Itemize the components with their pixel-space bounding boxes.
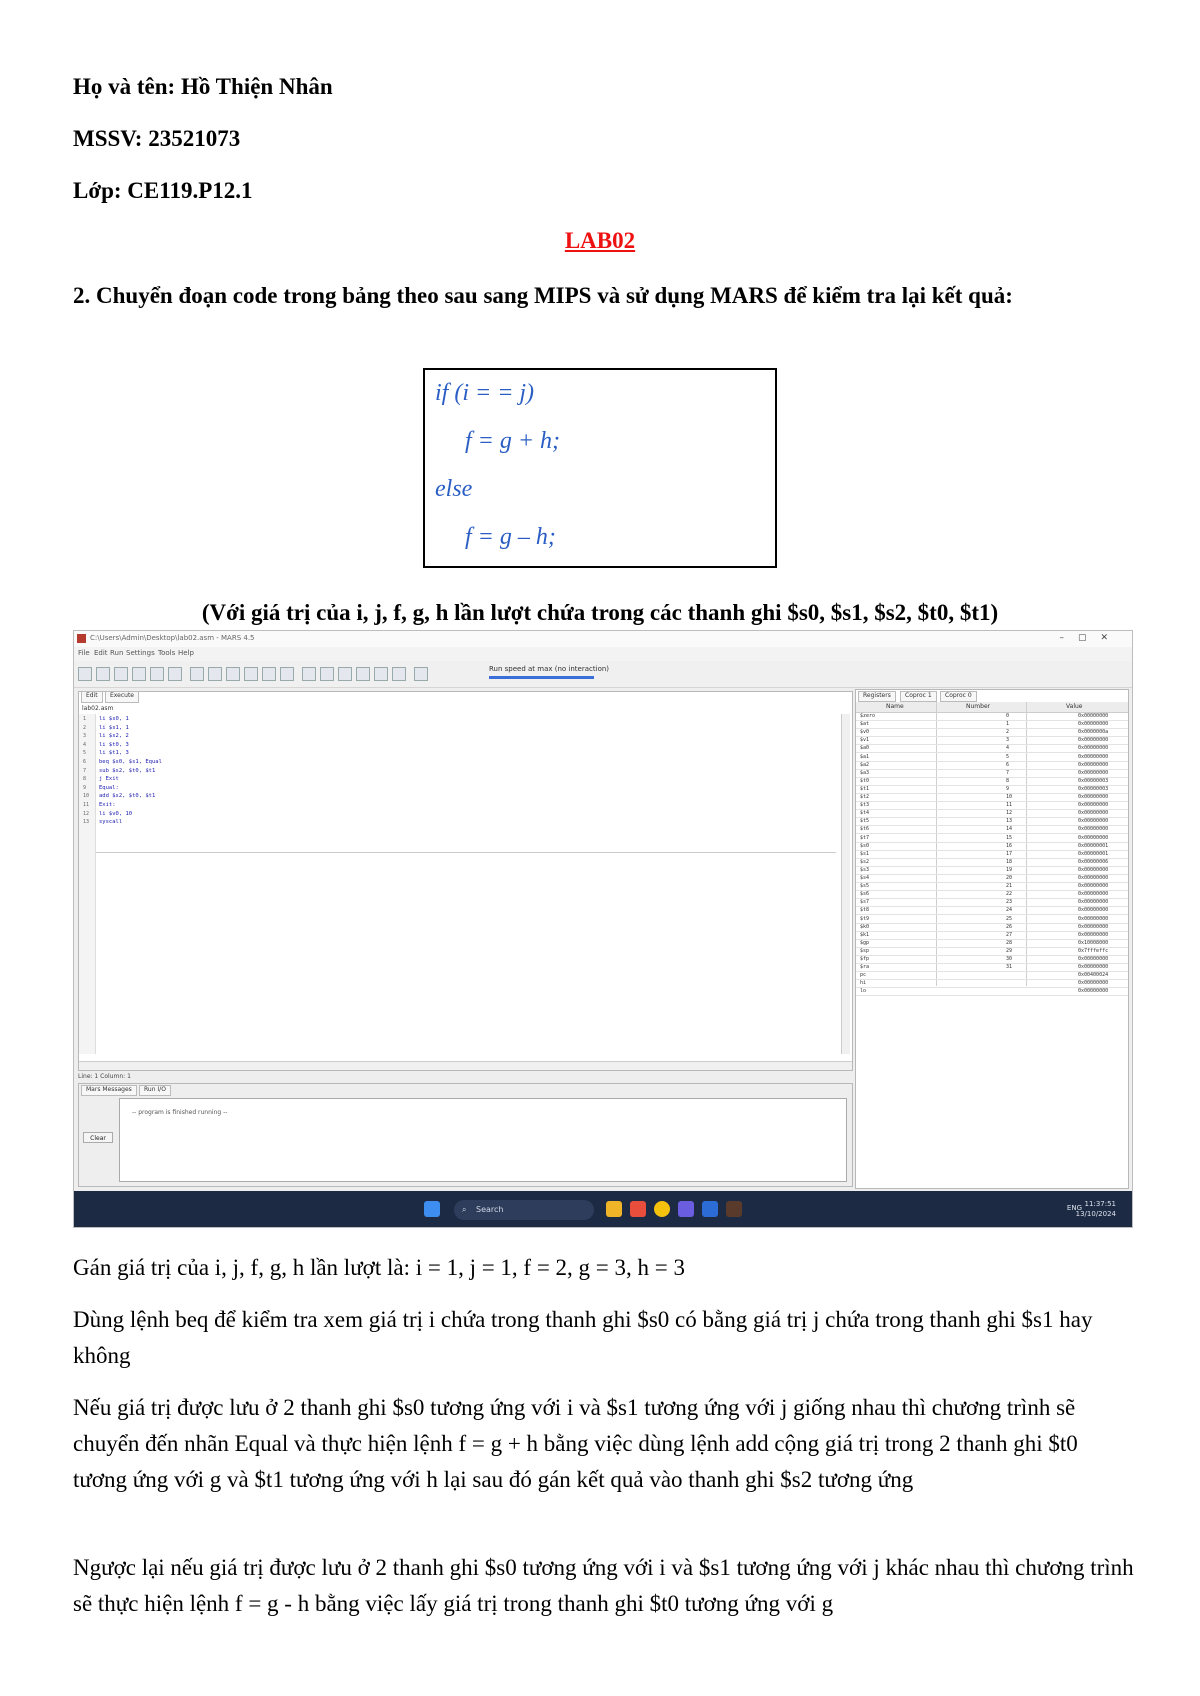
run-speed-label: Run speed at max (no interaction) <box>489 665 610 673</box>
register-row <box>856 907 1128 915</box>
register-number: 18 <box>1006 858 1013 865</box>
register-number: 11 <box>1006 802 1013 809</box>
col-value: Value <box>1066 703 1083 710</box>
windows-taskbar <box>74 1191 1132 1228</box>
window-title: C:\Users\Admin\Desktop\lab02.asm - MARS 4.5 <box>90 634 255 642</box>
register-value: 0x00000000 <box>1078 737 1109 744</box>
code-line: li $s1, 1 <box>99 724 129 731</box>
message-output <box>119 1098 847 1182</box>
register-number: 21 <box>1006 883 1013 890</box>
taskbar-clock[interactable] <box>1076 1199 1116 1219</box>
register-row <box>856 924 1128 932</box>
register-name: $t6 <box>860 826 870 833</box>
register-row <box>856 778 1128 786</box>
register-number: 29 <box>1006 947 1013 954</box>
register-name: $t4 <box>860 810 870 817</box>
message-text: -- program is finished running -- <box>132 1109 228 1116</box>
reset-icon[interactable] <box>392 667 406 681</box>
code-line: beq $s0, $s1, Equal <box>99 759 162 765</box>
register-name: $t0 <box>860 777 870 784</box>
register-name: $fp <box>860 956 870 962</box>
register-name: $k1 <box>860 931 870 938</box>
line-number: 2 <box>83 724 87 731</box>
register-value: 0x00000000 <box>1078 753 1109 760</box>
code-line: j Exit <box>99 776 119 783</box>
tab-edit[interactable]: Edit <box>81 691 103 703</box>
register-number: 4 <box>1006 745 1010 752</box>
register-name: $t3 <box>860 802 870 809</box>
paragraph-assign: Gán giá trị của i, j, f, g, h lần lượt là: i = 1, j = 1, f = 2, g = 3, h = 3 <box>73 1255 686 1280</box>
menu-settings[interactable]: Settings <box>126 649 155 657</box>
register-row <box>856 988 1128 996</box>
register-name: $a1 <box>860 753 870 760</box>
register-name: lo <box>860 988 867 995</box>
register-table-header <box>856 702 1128 713</box>
step-icon[interactable] <box>320 667 334 681</box>
register-name: $v1 <box>860 737 870 744</box>
register-row <box>856 932 1128 940</box>
register-name: $s1 <box>860 850 870 857</box>
register-value: 0x00000000 <box>1078 923 1109 930</box>
code-line-add: f = g + h; <box>465 428 561 454</box>
register-value: 0x00000001 <box>1078 850 1109 857</box>
register-number: 8 <box>1006 777 1010 784</box>
register-row <box>856 883 1128 891</box>
save-all-icon[interactable] <box>132 667 146 681</box>
editor-vertical-scrollbar[interactable] <box>841 714 850 1054</box>
register-name: $a3 <box>860 769 870 776</box>
taskbar-search-input[interactable] <box>454 1200 594 1220</box>
register-number: 25 <box>1006 915 1013 922</box>
register-row <box>856 980 1128 988</box>
register-value: 0x00000003 <box>1078 777 1109 784</box>
assemble-icon[interactable] <box>262 667 276 681</box>
app-icon[interactable] <box>678 1201 694 1217</box>
new-file-icon[interactable] <box>78 667 92 681</box>
register-value: 0x00000000 <box>1078 802 1109 809</box>
register-row <box>856 754 1128 762</box>
menu-run[interactable]: Run <box>110 649 124 657</box>
line-number: 8 <box>83 776 87 783</box>
register-row <box>856 843 1128 851</box>
register-name: hi <box>860 980 867 987</box>
register-number: 28 <box>1006 939 1013 946</box>
code-line: Equal: <box>99 784 119 791</box>
tab-coproc0[interactable]: Coproc 0 <box>940 691 977 702</box>
paste-icon[interactable] <box>226 667 240 681</box>
register-row <box>856 721 1128 729</box>
print-icon[interactable] <box>150 667 164 681</box>
menu-bar <box>74 647 1132 661</box>
register-value: 0x00400024 <box>1078 972 1109 979</box>
register-number: 27 <box>1006 931 1013 938</box>
register-number: 16 <box>1006 842 1013 849</box>
register-name: $t8 <box>860 907 870 914</box>
line-number: 9 <box>83 784 87 791</box>
file-tab[interactable]: lab02.asm <box>82 705 114 712</box>
register-row <box>856 859 1128 867</box>
register-value: 0x00000000 <box>1078 988 1109 995</box>
line-number: 11 <box>83 802 90 808</box>
register-value: 0x00000000 <box>1078 866 1109 873</box>
code-line: syscall <box>99 819 123 826</box>
register-row <box>856 851 1128 859</box>
register-number: 23 <box>1006 899 1013 906</box>
register-value: 0x10008000 <box>1078 939 1109 946</box>
register-row <box>856 786 1128 794</box>
register-value: 0x00000000 <box>1078 883 1109 890</box>
register-value: 0x00000000 <box>1078 713 1109 719</box>
mars-taskbar-icon[interactable] <box>726 1201 742 1217</box>
tab-mars-messages[interactable]: Mars Messages <box>81 1085 137 1096</box>
student-name: Họ và tên: Hồ Thiện Nhân <box>73 74 333 99</box>
register-name: $a2 <box>860 761 870 768</box>
code-line-sub: f = g – h; <box>465 524 556 550</box>
register-name: $sp <box>860 947 870 954</box>
register-value: 0x00000000 <box>1078 769 1109 776</box>
register-value: 0x00000000 <box>1078 875 1109 881</box>
open-file-icon[interactable] <box>96 667 110 681</box>
register-value: 0x00000000 <box>1078 915 1109 922</box>
register-row <box>856 964 1128 972</box>
toolbar <box>74 661 1132 688</box>
code-line: add $s2, $t0, $t1 <box>99 793 156 800</box>
undo-icon[interactable] <box>168 667 182 681</box>
register-row <box>856 745 1128 753</box>
register-value: 0x00000000 <box>1078 810 1109 817</box>
register-name: $at <box>860 721 870 728</box>
register-row <box>856 956 1128 964</box>
register-row <box>856 916 1128 924</box>
register-name: $s2 <box>860 858 870 865</box>
register-value: 0x00000000 <box>1078 980 1109 987</box>
window-controls-icon[interactable]: –▢✕ <box>1059 633 1122 643</box>
paragraph-else: Ngược lại nếu giá trị được lưu ở 2 thanh ghi $s0 tương ứng với i và $s1 tương ứng với j khác nhau thì chương trình sẽ thực hiện lệnh f = g - h bằng việc lấy giá trị trong thanh ghi $t0 tương ứng với g <box>73 1555 1134 1616</box>
register-name: $k0 <box>860 923 870 930</box>
copy-icon[interactable] <box>208 667 222 681</box>
register-value: 0x00000000 <box>1078 891 1109 898</box>
register-caption: (Với giá trị của i, j, f, g, h lần lượt chứa trong các thanh ghi $s0, $s1, $s2, $t0, $t1) <box>201 600 999 625</box>
register-name: $a0 <box>860 745 870 752</box>
stop-icon[interactable] <box>374 667 388 681</box>
mars-app-icon <box>77 634 86 643</box>
register-number: 14 <box>1006 826 1013 833</box>
register-value: 0x00000000 <box>1078 834 1109 841</box>
line-number-gutter <box>79 714 96 1054</box>
register-name: $s7 <box>860 899 870 906</box>
register-number: 30 <box>1006 956 1013 962</box>
register-number: 24 <box>1006 907 1013 914</box>
register-number: 10 <box>1006 794 1013 800</box>
register-value: 0x00000000 <box>1078 956 1109 962</box>
register-row <box>856 810 1128 818</box>
register-row <box>856 948 1128 956</box>
register-number: 5 <box>1006 753 1010 760</box>
line-number: 7 <box>83 767 87 774</box>
register-row <box>856 891 1128 899</box>
register-number: 31 <box>1006 964 1013 971</box>
register-number: 26 <box>1006 923 1013 930</box>
register-number: 19 <box>1006 866 1013 873</box>
register-name: $t5 <box>860 818 870 825</box>
student-class: Lớp: CE119.P12.1 <box>73 178 253 203</box>
search-icon: ⌕ <box>462 1205 467 1214</box>
register-name: $gp <box>860 939 870 946</box>
chrome-icon[interactable] <box>654 1201 670 1217</box>
code-line: li $v0, 10 <box>99 810 133 817</box>
register-value: 0x00000000 <box>1078 818 1109 825</box>
register-number: 2 <box>1006 729 1010 736</box>
register-number: 6 <box>1006 761 1010 768</box>
window-titlebar <box>74 631 1132 648</box>
line-number: 10 <box>83 793 90 800</box>
code-line: li $t0, 3 <box>99 741 129 748</box>
register-value: 0x00000000 <box>1078 826 1109 833</box>
register-value: 0x00000000 <box>1078 907 1109 914</box>
register-row <box>856 899 1128 907</box>
student-id: MSSV: 23521073 <box>73 126 241 151</box>
register-value: 0x00000000 <box>1078 721 1109 728</box>
register-row <box>856 762 1128 770</box>
tab-registers[interactable]: Registers <box>858 691 896 702</box>
register-value: 0x00000000 <box>1078 931 1109 938</box>
register-name: $t1 <box>860 785 870 792</box>
menu-help[interactable]: Help <box>178 649 194 657</box>
register-name: $t9 <box>860 915 870 922</box>
pause-icon[interactable] <box>356 667 370 681</box>
register-value: 0x00000003 <box>1078 785 1109 792</box>
line-number: 6 <box>83 759 87 765</box>
messages-pane <box>78 1083 853 1187</box>
run-icon[interactable] <box>302 667 316 681</box>
register-name: $t7 <box>860 834 870 841</box>
find-icon[interactable] <box>244 667 258 681</box>
menu-tools[interactable]: Tools <box>158 649 176 657</box>
line-number: 13 <box>83 819 90 826</box>
register-value: 0x00000000 <box>1078 964 1109 971</box>
registers-pane <box>855 689 1129 1189</box>
register-name: $ra <box>860 964 870 971</box>
register-row <box>856 835 1128 843</box>
register-row <box>856 867 1128 875</box>
register-value: 0x00000000 <box>1078 794 1109 800</box>
register-value: 0x0000000a <box>1078 729 1109 736</box>
windows-start-icon[interactable] <box>424 1201 440 1217</box>
register-row <box>856 972 1128 980</box>
file-explorer-icon[interactable] <box>606 1201 622 1217</box>
settings-gear-icon[interactable] <box>414 667 428 681</box>
register-name: $s4 <box>860 875 870 881</box>
editor-pane <box>78 691 853 1071</box>
lab-title: LAB02 <box>564 228 636 253</box>
register-row <box>856 875 1128 883</box>
register-number: 13 <box>1006 818 1013 825</box>
register-row <box>856 826 1128 834</box>
register-name: $s6 <box>860 891 870 898</box>
line-number: 5 <box>83 750 87 757</box>
code-line: sub $s2, $t0, $t1 <box>99 767 156 774</box>
register-value: 0x00000000 <box>1078 899 1109 906</box>
code-line: li $s0, 1 <box>99 716 129 722</box>
code-line: li $t1, 3 <box>99 750 129 757</box>
register-value: 0x00000000 <box>1078 745 1109 752</box>
menu-file[interactable]: File <box>78 649 90 657</box>
col-name: Name <box>886 703 904 710</box>
clock-time: 11:37:51 <box>1084 1200 1116 1208</box>
tab-coproc1[interactable]: Coproc 1 <box>900 691 937 702</box>
line-column-indicator: Line: 1 Column: 1 <box>78 1073 131 1080</box>
register-number: 0 <box>1006 713 1010 719</box>
mars-screenshot <box>73 630 1133 1228</box>
register-number: 15 <box>1006 834 1013 841</box>
register-row <box>856 713 1128 721</box>
paragraph-equal: Nếu giá trị được lưu ở 2 thanh ghi $s0 tương ứng với i và $s1 tương ứng với j giống nhau thì chương trình sẽ chuyển đến nhãn Equal và thực hiện lệnh f = g + h bằng việc dùng lệnh add cộng giá trị trong 2 thanh ghi $t0 tương ứng với g và $t1 tương ứng với h lại sau đó gán kết quả vào thanh ghi $s2 tương ứng <box>73 1395 1078 1492</box>
register-number: 9 <box>1006 785 1010 792</box>
word-icon[interactable] <box>702 1201 718 1217</box>
register-row <box>856 940 1128 948</box>
register-name: $v0 <box>860 729 870 736</box>
cut-icon[interactable] <box>190 667 204 681</box>
paragraph-beq: Dùng lệnh beq để kiểm tra xem giá trị i chứa trong thanh ghi $s0 có bằng giá trị j chứa trong thanh ghi $s1 hay không <box>73 1307 1093 1368</box>
code-line-else: else <box>435 476 473 502</box>
register-row <box>856 794 1128 802</box>
line-number: 4 <box>83 741 87 748</box>
register-number: 22 <box>1006 891 1013 898</box>
store-icon[interactable] <box>630 1201 646 1217</box>
register-value: 0x7fffeffc <box>1078 947 1109 954</box>
register-value: 0x00000001 <box>1078 842 1109 849</box>
clear-button[interactable]: Clear <box>83 1132 113 1143</box>
help-icon[interactable] <box>280 667 294 681</box>
register-number: 17 <box>1006 850 1013 857</box>
register-number: 12 <box>1006 810 1013 817</box>
code-line: Exit: <box>99 802 116 808</box>
line-number: 3 <box>83 733 87 740</box>
tab-execute[interactable]: Execute <box>105 691 139 703</box>
register-name: pc <box>860 972 867 979</box>
search-placeholder: Search <box>476 1205 504 1214</box>
cursor-line <box>96 852 836 853</box>
register-value: 0x00000000 <box>1078 761 1109 768</box>
register-row <box>856 729 1128 737</box>
register-name: $s0 <box>860 842 870 849</box>
register-name: $s3 <box>860 866 870 873</box>
clock-date: 13/10/2024 <box>1075 1210 1116 1218</box>
register-number: 3 <box>1006 737 1010 744</box>
register-name: $s5 <box>860 883 870 890</box>
line-number: 12 <box>83 810 90 817</box>
tab-run-io[interactable]: Run I/O <box>139 1085 171 1096</box>
register-number: 20 <box>1006 875 1013 881</box>
code-line: li $s2, 2 <box>99 733 129 740</box>
register-row <box>856 737 1128 745</box>
backstep-icon[interactable] <box>338 667 352 681</box>
run-speed-slider[interactable] <box>489 676 594 679</box>
register-row <box>856 818 1128 826</box>
register-name: $t2 <box>860 794 870 800</box>
language-indicator[interactable]: ENG <box>1066 1204 1082 1212</box>
register-name: $zero <box>860 713 876 719</box>
question-heading: 2. Chuyển đoạn code trong bảng theo sau sang MIPS và sử dụng MARS để kiểm tra lại kết quả: <box>73 283 1013 308</box>
register-row <box>856 802 1128 810</box>
register-value: 0x00000006 <box>1078 858 1109 865</box>
menu-edit[interactable]: Edit <box>94 649 108 657</box>
save-file-icon[interactable] <box>114 667 128 681</box>
register-number: 7 <box>1006 769 1010 776</box>
pseudo-code-box <box>423 368 777 568</box>
line-number: 1 <box>83 716 87 722</box>
code-line-if: if (i = = j) <box>435 380 535 406</box>
editor-horizontal-scrollbar[interactable] <box>79 1061 852 1070</box>
col-number: Number <box>966 703 991 710</box>
register-row <box>856 770 1128 778</box>
register-number: 1 <box>1006 721 1010 728</box>
